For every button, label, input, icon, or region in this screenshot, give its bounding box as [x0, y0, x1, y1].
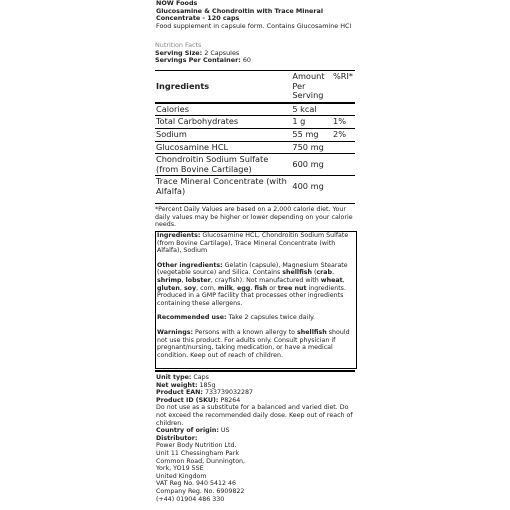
- row-ri: [332, 176, 355, 198]
- servings-per-container-label: Servings Per Container:: [155, 56, 241, 65]
- product-label-sheet: [155, 0, 355, 510]
- text-fragment: ,: [181, 276, 186, 284]
- text-fragment: ingredients. Produced in a GMP facility that processes other ingredients containing these allergens.: [157, 284, 346, 307]
- origin-value: US: [218, 427, 230, 435]
- row-ri: [332, 154, 355, 176]
- brand-name: NOW Foods: [156, 0, 198, 7]
- table-row: [155, 103, 355, 116]
- ingredients-text: Glucosamine HCL, Chondroitin Sodium Sulfate (from Bovine Cartilage), Trace Mineral Concentrate (with Alfalfa), Sodium: [157, 232, 349, 255]
- allergen: tree nut: [277, 284, 307, 292]
- unit-type-label: Unit type:: [156, 374, 192, 381]
- text-fragment: ,: [250, 284, 255, 292]
- allergen: shrimp: [157, 276, 182, 284]
- servings-per-container-value: 60: [242, 56, 251, 65]
- nutrition-table-header: [155, 71, 355, 103]
- product-description: Food supplement in capsule form. Contains Glucosamine HCl: [156, 21, 352, 30]
- allergen: milk: [217, 284, 233, 292]
- nutrition-table: [155, 70, 355, 198]
- row-name: Sodium: [155, 128, 291, 141]
- allergen: shellfish: [297, 328, 327, 336]
- recommended-use-label: Recommended use:: [157, 314, 227, 322]
- allergen: shellfish: [282, 269, 312, 277]
- distributor-line: Company Reg. No. 6909822: [156, 487, 245, 495]
- allergen: wheat: [320, 276, 343, 284]
- distributor-line: York, YO19 5SE: [156, 465, 204, 473]
- text-fragment: or: [267, 284, 278, 292]
- header-ri: %RI*: [332, 71, 355, 103]
- row-name: Chondroitin Sodium Sulfate (from Bovine Cartilage): [155, 154, 291, 176]
- allergen: egg: [237, 284, 251, 292]
- product-info: [155, 370, 355, 510]
- text-fragment: ,: [342, 276, 345, 284]
- allergen: lobster: [185, 276, 211, 284]
- allergen: fish: [254, 284, 268, 292]
- product-header: [155, 0, 355, 30]
- net-weight-value: 185g: [197, 381, 216, 389]
- header-amount: Amount Per Serving: [291, 71, 332, 103]
- row-amount: 400 mg: [291, 176, 332, 198]
- other-ingredients-text: Gelatin (capsule), Magnesium Stearate (vegetable source) and Silica. Contains: [157, 261, 348, 277]
- row-ri: [332, 103, 355, 116]
- distributor-line: Unit 11 Chessingham Park: [156, 449, 239, 457]
- distributor-line: Power Body Nutrition Ltd.: [156, 442, 237, 450]
- row-amount: 750 mg: [291, 141, 332, 154]
- text-fragment: ,: [179, 284, 184, 292]
- distributor-line: VAT Reg No. 940 5412 46: [156, 480, 237, 488]
- row-ri: [332, 141, 355, 154]
- ean-label: Product EAN:: [156, 389, 203, 397]
- distributor-label: Distributor:: [156, 434, 198, 442]
- allergen: soy: [183, 284, 197, 292]
- row-amount: 5 kcal: [291, 103, 332, 116]
- row-name: Trace Mineral Concentrate (with Alfalfa): [155, 176, 291, 198]
- row-ri: 1%: [332, 116, 355, 129]
- other-ingredients-label: Other ingredients:: [157, 261, 223, 269]
- distributor-line: Common Road, Dunnington,: [156, 457, 246, 465]
- net-weight-label: Net weight:: [156, 381, 198, 389]
- product-title: Glucosamine & Chondroitin with Trace Mineral Concentrate - 120 caps: [156, 6, 324, 23]
- table-row: [155, 176, 355, 198]
- table-row: [155, 141, 355, 154]
- distributor-line: (+44) 01904 486 330: [156, 495, 225, 503]
- table-row: [155, 128, 355, 141]
- allergen: gluten: [157, 284, 180, 292]
- sku-value: P8264: [218, 396, 241, 404]
- row-amount: 55 mg: [291, 128, 332, 141]
- substitute-warning: Do not use as a substitute for a balanced and varied diet. Do not exceed the recommended daily dose. Keep out of reach of children.: [156, 404, 353, 427]
- distributor-line: United Kingdom: [156, 472, 207, 480]
- header-ingredients: Ingredients: [155, 71, 291, 103]
- row-name: Calories: [155, 103, 291, 116]
- origin-label: Country of origin:: [156, 427, 219, 435]
- table-row: [155, 116, 355, 129]
- serving-size-value: 2 Capsules: [204, 48, 240, 57]
- sku-label: Product ID (SKU):: [156, 396, 219, 404]
- text-fragment: ,: [332, 269, 335, 277]
- warnings-label: Warnings:: [157, 328, 193, 336]
- warnings-text: should not use this product. For adults only. Consult physician if pregnant/nursing, taking medication, or have a medical condition. Keep out of reach of children.: [157, 328, 350, 359]
- serving-size-label: Serving Size:: [155, 48, 203, 57]
- unit-type-value: Caps: [191, 374, 209, 381]
- text-fragment: , crayfish). Not manufactured with: [210, 276, 321, 284]
- row-name: Glucosamine HCL: [155, 141, 291, 154]
- row-ri: 2%: [332, 128, 355, 141]
- text-fragment: (: [311, 269, 317, 277]
- ingredients-box: [155, 231, 357, 369]
- table-row: [155, 154, 355, 176]
- row-amount: 600 mg: [291, 154, 332, 176]
- row-name: Total Carbohydrates: [155, 116, 291, 129]
- daily-values-disclaimer: *Percent Daily Values are based on a 2,000 calorie diet. Your daily values may be higher or lower depending on your calorie needs.: [155, 203, 355, 229]
- row-amount: 1 g: [291, 116, 332, 129]
- allergen: crab: [316, 269, 333, 277]
- ingredients-label: Ingredients:: [157, 232, 201, 239]
- text-fragment: ,: [233, 284, 238, 292]
- nutrition-facts-summary: [155, 42, 355, 65]
- warnings-text: Persons with a known allergy to: [192, 328, 298, 336]
- ean-value: 733739032287: [202, 389, 254, 397]
- nutrition-facts-title: Nutrition Facts: [155, 41, 202, 49]
- text-fragment: , corn,: [196, 284, 218, 292]
- recommended-use-text: Take 2 capsules twice daily.: [226, 314, 315, 322]
